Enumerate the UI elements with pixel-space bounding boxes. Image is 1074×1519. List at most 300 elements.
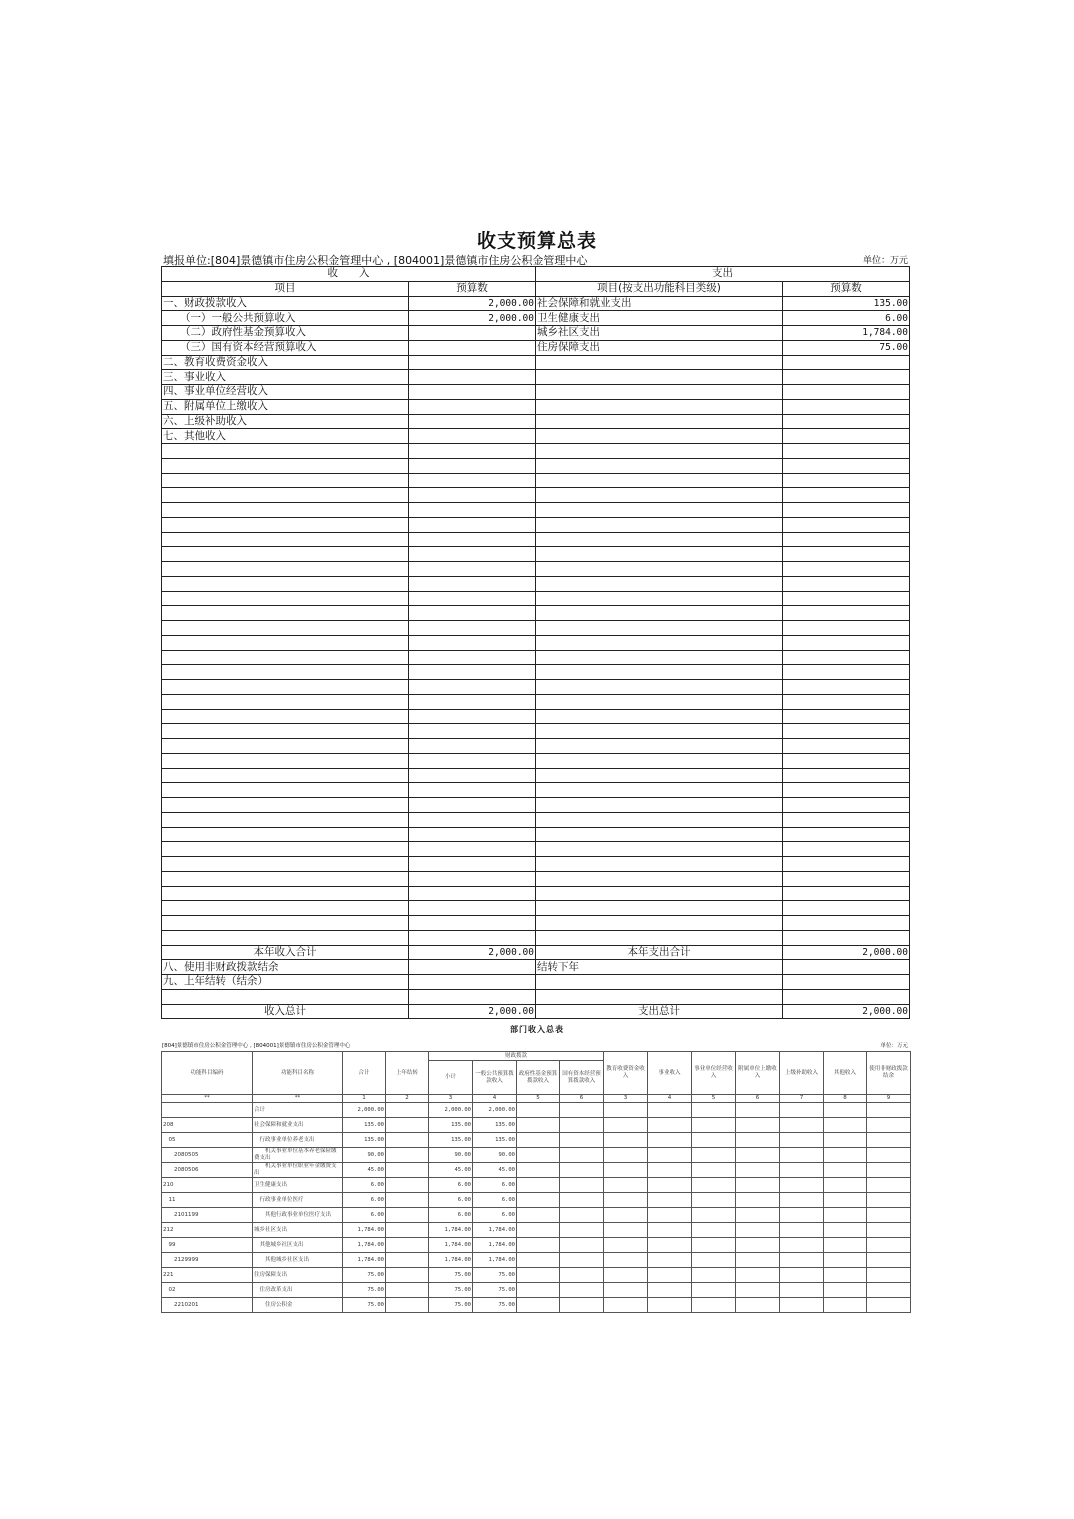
empty-cell (648, 1118, 692, 1133)
column-index: 5 (517, 1095, 560, 1103)
affiliated-col-header: 附属单位上缴收入 (736, 1052, 780, 1095)
empty-cell (692, 1208, 736, 1223)
total-cell: 90.00 (343, 1148, 386, 1163)
empty-cell (409, 458, 536, 473)
empty-cell (536, 635, 783, 650)
empty-cell (162, 812, 409, 827)
empty-cell (780, 1163, 824, 1178)
empty-cell (517, 1178, 560, 1193)
empty-cell (736, 1268, 780, 1283)
subtotal-cell: 75.00 (429, 1283, 473, 1298)
empty-cell (162, 635, 409, 650)
name-cell: 行政事业单位医疗 (253, 1193, 343, 1208)
subtotal-cell: 45.00 (429, 1163, 473, 1178)
empty-cell (692, 1178, 736, 1193)
empty-cell (648, 1163, 692, 1178)
empty-cell (517, 1148, 560, 1163)
empty-cell (867, 1223, 911, 1238)
general-cell: 1,784.00 (473, 1223, 517, 1238)
empty-cell (409, 517, 536, 532)
empty-cell (409, 621, 536, 636)
subtotal-cell: 1,784.00 (429, 1253, 473, 1268)
empty-cell (409, 724, 536, 739)
total-expense-value: 2,000.00 (783, 945, 910, 960)
grand-total-row (162, 1004, 910, 1019)
empty-cell (409, 444, 536, 459)
code-cell: 02 (162, 1283, 253, 1298)
income-item: （一）一般公共预算收入 (162, 311, 409, 326)
empty-cell (867, 1148, 911, 1163)
table-row (162, 414, 910, 429)
empty-cell (536, 473, 783, 488)
empty-row (162, 576, 910, 591)
empty-cell (736, 1178, 780, 1193)
column-index: 4 (473, 1095, 517, 1103)
empty-cell (536, 886, 783, 901)
state-col-header: 国有资本经营预算拨款收入 (560, 1061, 604, 1095)
empty-cell (648, 1268, 692, 1283)
empty-cell (409, 650, 536, 665)
total-income-label: 本年收入合计 (162, 945, 409, 960)
empty-cell (560, 1133, 604, 1148)
empty-cell (162, 680, 409, 695)
name-cell: 其他行政事业单位医疗支出 (253, 1208, 343, 1223)
operation-col-header: 事业单位经营收入 (692, 1052, 736, 1095)
expense-amount: 75.00 (783, 340, 910, 355)
code-cell: 2210201 (162, 1298, 253, 1313)
carry-over-label: 九、上年结转（结余） (162, 975, 409, 990)
empty-cell (517, 1103, 560, 1118)
table-row (162, 1298, 911, 1313)
empty-cell (783, 798, 910, 813)
empty-row (162, 886, 910, 901)
table-row (162, 1103, 911, 1118)
empty-cell (780, 1223, 824, 1238)
empty-cell (386, 1238, 429, 1253)
empty-cell (736, 1103, 780, 1118)
empty-cell (536, 517, 783, 532)
expense-amount: 1,784.00 (783, 326, 910, 341)
name-cell: 城乡社区支出 (253, 1223, 343, 1238)
expense-amount (783, 414, 910, 429)
grand-expense-value: 2,000.00 (783, 1004, 910, 1019)
empty-cell (736, 1118, 780, 1133)
table-row (162, 1208, 911, 1223)
empty-cell (386, 1163, 429, 1178)
empty-cell (867, 1208, 911, 1223)
total-cell: 75.00 (343, 1283, 386, 1298)
empty-cell (824, 1118, 867, 1133)
edu-col-header: 教育收费资金收入 (604, 1052, 648, 1095)
name-col-header: 功能科目名称 (253, 1052, 343, 1095)
empty-cell (162, 532, 409, 547)
subtotal-col-header: 小计 (429, 1061, 473, 1095)
table-row (162, 399, 910, 414)
code-cell: 208 (162, 1118, 253, 1133)
empty-cell (409, 960, 536, 975)
empty-cell (409, 665, 536, 680)
empty-cell (536, 591, 783, 606)
code-cell: 221 (162, 1268, 253, 1283)
code-cell: 2080505 (162, 1148, 253, 1163)
code-cell: 2129999 (162, 1253, 253, 1268)
empty-cell (604, 1148, 648, 1163)
empty-cell (386, 1298, 429, 1313)
empty-cell (386, 1148, 429, 1163)
empty-row (162, 665, 910, 680)
table-row (162, 1223, 911, 1238)
empty-cell (824, 1253, 867, 1268)
general-cell: 6.00 (473, 1193, 517, 1208)
empty-cell (517, 1223, 560, 1238)
empty-cell (560, 1103, 604, 1118)
empty-cell (648, 1178, 692, 1193)
empty-row (162, 989, 910, 1004)
empty-cell (604, 1283, 648, 1298)
empty-cell (783, 503, 910, 518)
empty-cell (162, 606, 409, 621)
empty-cell (692, 1238, 736, 1253)
empty-cell (560, 1253, 604, 1268)
empty-cell (783, 562, 910, 577)
empty-row (162, 591, 910, 606)
general-cell: 75.00 (473, 1268, 517, 1283)
column-index: 3 (429, 1095, 473, 1103)
empty-cell (648, 1133, 692, 1148)
empty-cell (162, 886, 409, 901)
table-row (162, 296, 910, 311)
income-amount (409, 355, 536, 370)
empty-cell (162, 753, 409, 768)
empty-cell (648, 1253, 692, 1268)
empty-cell (824, 1208, 867, 1223)
empty-cell (736, 1298, 780, 1313)
expense-item (536, 429, 783, 444)
empty-row (162, 547, 910, 562)
empty-row (162, 857, 910, 872)
budget-summary-table (161, 266, 910, 1019)
dept-income-table (161, 1051, 911, 1313)
expense-amount (783, 385, 910, 400)
subtotal-cell: 90.00 (429, 1148, 473, 1163)
empty-cell (867, 1253, 911, 1268)
unit-label: 单位：万元 (862, 256, 908, 266)
empty-row (162, 517, 910, 532)
total-cell: 6.00 (343, 1178, 386, 1193)
empty-cell (824, 1103, 867, 1118)
empty-cell (536, 739, 783, 754)
name-cell: 社会保障和就业支出 (253, 1118, 343, 1133)
empty-row (162, 473, 910, 488)
total-cell: 1,784.00 (343, 1253, 386, 1268)
grand-income-value: 2,000.00 (409, 1004, 536, 1019)
empty-cell (409, 975, 536, 990)
grand-expense-label: 支出总计 (536, 1004, 783, 1019)
empty-cell (536, 798, 783, 813)
subtotal-cell: 135.00 (429, 1118, 473, 1133)
empty-cell (536, 694, 783, 709)
empty-cell (162, 989, 409, 1004)
other-col-header: 其他收入 (824, 1052, 867, 1095)
nonfiscal-col-header: 使用非财政拨款结余 (867, 1052, 911, 1095)
empty-cell (783, 517, 910, 532)
empty-cell (648, 1208, 692, 1223)
empty-cell (692, 1103, 736, 1118)
table-row (162, 1163, 911, 1178)
total-cell: 75.00 (343, 1268, 386, 1283)
empty-row (162, 709, 910, 724)
general-col-header: 一般公共预算拨款收入 (473, 1061, 517, 1095)
expense-item: 城乡社区支出 (536, 326, 783, 341)
empty-cell (409, 783, 536, 798)
empty-cell (824, 1133, 867, 1148)
code-cell: 210 (162, 1178, 253, 1193)
empty-cell (780, 1103, 824, 1118)
empty-cell (604, 1118, 648, 1133)
empty-cell (783, 916, 910, 931)
income-item: 一、财政拨款收入 (162, 296, 409, 311)
subtotal-cell: 1,784.00 (429, 1223, 473, 1238)
empty-cell (604, 1133, 648, 1148)
empty-row (162, 503, 910, 518)
income-item: （二）政府性基金预算收入 (162, 326, 409, 341)
general-cell: 2,000.00 (473, 1103, 517, 1118)
income-amount: 2,000.00 (409, 311, 536, 326)
empty-cell (824, 1148, 867, 1163)
empty-row (162, 606, 910, 621)
total-cell: 1,784.00 (343, 1238, 386, 1253)
general-cell: 6.00 (473, 1208, 517, 1223)
income-amount (409, 326, 536, 341)
empty-cell (867, 1163, 911, 1178)
empty-cell (783, 930, 910, 945)
name-cell: 机关事业单位职业年金缴费支出 (253, 1163, 343, 1178)
empty-cell (409, 930, 536, 945)
code-cell: 212 (162, 1223, 253, 1238)
empty-cell (409, 709, 536, 724)
empty-cell (409, 812, 536, 827)
empty-cell (409, 798, 536, 813)
empty-cell (560, 1148, 604, 1163)
empty-cell (783, 694, 910, 709)
dept-income-unit-line: [804]景德镇市住房公积金管理中心 , [804001]景德镇市住房公积金管理中心 (162, 1043, 351, 1049)
empty-cell (692, 1193, 736, 1208)
empty-cell (604, 1238, 648, 1253)
column-index: 9 (867, 1095, 911, 1103)
empty-cell (783, 665, 910, 680)
empty-cell (409, 916, 536, 931)
table-row (162, 340, 910, 355)
empty-row (162, 532, 910, 547)
column-index: ** (253, 1095, 343, 1103)
empty-cell (824, 1163, 867, 1178)
empty-cell (409, 591, 536, 606)
subtotal-cell: 6.00 (429, 1193, 473, 1208)
empty-cell (560, 1193, 604, 1208)
empty-cell (162, 517, 409, 532)
empty-cell (162, 503, 409, 518)
empty-cell (824, 1283, 867, 1298)
total-cell: 1,784.00 (343, 1223, 386, 1238)
total-expense-label: 本年支出合计 (536, 945, 783, 960)
empty-cell (780, 1298, 824, 1313)
empty-cell (824, 1298, 867, 1313)
empty-cell (162, 901, 409, 916)
empty-cell (604, 1223, 648, 1238)
empty-cell (409, 473, 536, 488)
empty-cell (824, 1268, 867, 1283)
empty-cell (867, 1298, 911, 1313)
empty-cell (783, 724, 910, 739)
empty-cell (560, 1298, 604, 1313)
empty-cell (736, 1163, 780, 1178)
empty-row (162, 562, 910, 577)
empty-cell (517, 1163, 560, 1178)
subtotal-cell: 75.00 (429, 1268, 473, 1283)
carry-next-label: 结转下年 (536, 960, 783, 975)
income-item: 六、上级补助收入 (162, 414, 409, 429)
empty-cell (536, 665, 783, 680)
empty-cell (783, 650, 910, 665)
expense-item (536, 385, 783, 400)
empty-row (162, 458, 910, 473)
income-amount (409, 340, 536, 355)
fund-col-header: 政府性基金预算拨款收入 (517, 1061, 560, 1095)
empty-cell (409, 768, 536, 783)
empty-row (162, 930, 910, 945)
empty-cell (409, 503, 536, 518)
empty-row (162, 444, 910, 459)
expense-amount-col-header: 预算数 (783, 281, 910, 296)
column-index: 2 (386, 1095, 429, 1103)
empty-cell (692, 1163, 736, 1178)
empty-cell (648, 1298, 692, 1313)
empty-cell (386, 1208, 429, 1223)
empty-cell (560, 1283, 604, 1298)
table-row (162, 1118, 911, 1133)
empty-cell (517, 1238, 560, 1253)
empty-cell (604, 1298, 648, 1313)
empty-cell (536, 576, 783, 591)
empty-cell (162, 709, 409, 724)
name-cell: 其他城乡社区支出 (253, 1238, 343, 1253)
empty-row (162, 783, 910, 798)
empty-row (162, 680, 910, 695)
empty-cell (162, 768, 409, 783)
empty-cell (409, 827, 536, 842)
empty-cell (536, 532, 783, 547)
empty-cell (409, 606, 536, 621)
empty-cell (692, 1298, 736, 1313)
empty-cell (560, 1208, 604, 1223)
empty-row (162, 694, 910, 709)
subtotal-cell: 135.00 (429, 1133, 473, 1148)
expense-amount: 135.00 (783, 296, 910, 311)
table-row (162, 385, 910, 400)
column-index: 8 (824, 1095, 867, 1103)
table-row (162, 1253, 911, 1268)
table-row (162, 1178, 911, 1193)
dept-income-title: 部门收入总表 (510, 1024, 564, 1034)
general-cell: 75.00 (473, 1298, 517, 1313)
empty-cell (783, 680, 910, 695)
empty-cell (560, 1163, 604, 1178)
empty-cell (560, 1268, 604, 1283)
column-index: 7 (780, 1095, 824, 1103)
income-amount: 2,000.00 (409, 296, 536, 311)
empty-cell (867, 1238, 911, 1253)
income-amount-col-header: 预算数 (409, 281, 536, 296)
empty-cell (692, 1118, 736, 1133)
empty-cell (648, 1238, 692, 1253)
income-amount (409, 385, 536, 400)
empty-cell (536, 753, 783, 768)
empty-cell (386, 1193, 429, 1208)
empty-cell (604, 1178, 648, 1193)
empty-cell (783, 768, 910, 783)
empty-cell (824, 1178, 867, 1193)
name-cell: 机关事业单位基本养老保险缴费支出 (253, 1148, 343, 1163)
empty-cell (162, 857, 409, 872)
empty-cell (162, 665, 409, 680)
table-row (162, 1268, 911, 1283)
income-header: 收 入 (162, 267, 536, 282)
empty-cell (409, 886, 536, 901)
total-cell: 6.00 (343, 1193, 386, 1208)
empty-cell (536, 488, 783, 503)
total-col-header: 合计 (343, 1052, 386, 1095)
general-cell: 45.00 (473, 1163, 517, 1178)
empty-cell (162, 591, 409, 606)
expense-item: 卫生健康支出 (536, 311, 783, 326)
empty-cell (783, 709, 910, 724)
income-amount (409, 429, 536, 444)
empty-cell (536, 975, 783, 990)
empty-cell (783, 576, 910, 591)
superior-col-header: 上级补助收入 (780, 1052, 824, 1095)
empty-cell (780, 1118, 824, 1133)
expense-header: 支出 (536, 267, 910, 282)
empty-cell (736, 1148, 780, 1163)
general-cell: 1,784.00 (473, 1253, 517, 1268)
expense-item: 社会保障和就业支出 (536, 296, 783, 311)
code-cell: 11 (162, 1193, 253, 1208)
empty-row (162, 650, 910, 665)
empty-cell (780, 1268, 824, 1283)
empty-cell (780, 1208, 824, 1223)
empty-cell (517, 1268, 560, 1283)
empty-cell (604, 1103, 648, 1118)
last-year-col-header: 上年结转 (386, 1052, 429, 1095)
empty-cell (162, 916, 409, 931)
empty-cell (409, 753, 536, 768)
total-cell: 6.00 (343, 1208, 386, 1223)
empty-cell (536, 989, 783, 1004)
empty-cell (780, 1178, 824, 1193)
subtotal-cell: 6.00 (429, 1178, 473, 1193)
total-income-value: 2,000.00 (409, 945, 536, 960)
empty-cell (536, 871, 783, 886)
general-cell: 75.00 (473, 1283, 517, 1298)
empty-cell (162, 694, 409, 709)
expense-amount: 6.00 (783, 311, 910, 326)
empty-cell (783, 547, 910, 562)
expense-amount (783, 399, 910, 414)
table-row (162, 1238, 911, 1253)
empty-cell (783, 753, 910, 768)
code-cell: 2080506 (162, 1163, 253, 1178)
empty-cell (536, 680, 783, 695)
